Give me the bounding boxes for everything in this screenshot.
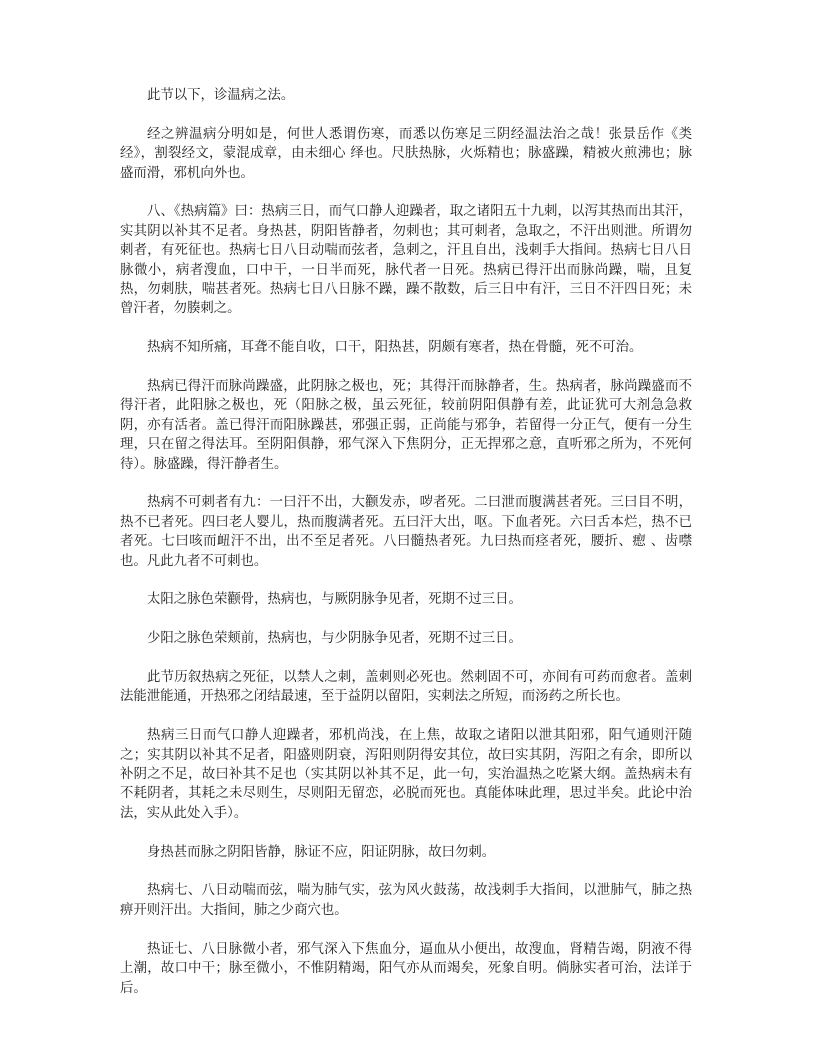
paragraph: 八、《热病篇》曰：热病三日，而气口静人迎躁者，取之诸阳五十九刺，以泻其热而出其汗，实其阴以补其不足者。身热甚，阴阳皆静者，勿刺也；其可刺者，急取之，不汗出则泄。所谓勿刺者，有死征也。热病七日八日动喘而弦者，急刺之，汗且自出，浅刺手大指间。热病七日八日脉微小，病者溲血，口中干，一日半而死，脉代者一日死。热病已得汗出而脉尚躁，喘，且复热，勿刺肤，喘甚者死。热病七日八日脉不躁，躁不散数，后三日中有汗，三日不汗四日死；未曾汗者，勿腠刺之。: [120, 204, 692, 317]
paragraph: 热病七、八日动喘而弦，喘为肺气实，弦为风火鼓荡，故浅刺手大指间，以泄肺气，肺之热痹开则汗出。大指间，肺之少商穴也。: [120, 883, 692, 918]
paragraph: 此节历叙热病之死征，以禁人之刺，盖刺则必死也。然刺固不可，亦间有可药而愈者。盖刺法能泄能通，开热邪之闭结最速，至于益阴以留阳，实刺法之所短，而汤药之所长也。: [120, 670, 692, 705]
paragraph: 经之辨温病分明如是，何世人悉谓伤寒，而悉以伤寒足三阴经温法治之哉！张景岳作《类经》，割裂经文，蒙混成章，由未细心 绎也。尺肤热脉，火烁精也；脉盛躁，精被火煎沸也；脉盛而滑，邪机向外也。: [120, 126, 692, 181]
paragraph: 热病不知所痛，耳聋不能自收，口干，阳热甚，阴颇有寒者，热在骨髓，死不可治。: [147, 340, 643, 356]
paragraph: 热病不可刺者有九：一曰汗不出，大颧发赤，哕者死。二曰泄而腹满甚者死。三曰目不明，热不已者死。四曰老人婴儿，热而腹满者死。五曰汗大出，呕。下血者死。六曰舌本烂，热不已者死。七曰咳而衄汗不出，出不至足者死。八曰髓热者死。九曰热而痉者死，腰折、瘛 、齿噤 也。凡此九者不可刺也。: [120, 495, 692, 569]
paragraph: 身热甚而脉之阴阳皆静，脉证不应，阳证阴脉，故曰勿刺。: [147, 844, 496, 860]
paragraph: 热病已得汗而脉尚躁盛，此阴脉之极也，死；其得汗而脉静者，生。热病者，脉尚躁盛而不得汗者，此阳脉之极也，死（阳脉之极，虽云死征，较前阴阳俱静有差，此证犹可大剂急急救阴，亦有活者。盖已得汗而阳脉躁甚，邪强正弱，正尚能与邪争，若留得一分正气，便有一分生理，只在留之得法耳。至阴阳俱静，邪气深入下焦阴分，正无捍邪之意，直听邪之所为，不死何待）。脉盛躁，得汗静者生。: [120, 379, 692, 472]
paragraph: 热证七、八日脉微小者，邪气深入下焦血分，逼血从小便出，故溲血，肾精告竭，阴液不得上潮，故口中干；脉至微小，不惟阴精竭，阳气亦从而竭矣，死象自明。倘脉实者可治，法详于后。: [120, 941, 692, 996]
paragraph: 太阳之脉色荣颧骨，热病也，与厥阴脉争见者，死期不过三日。: [147, 592, 522, 608]
paragraph: 少阳之脉色荣颊前，热病也，与少阴脉争见者，死期不过三日。: [147, 631, 522, 647]
paragraph: 热病三日而气口静人迎躁者，邪机尚浅，在上焦，故取之诸阳以泄其阳邪，阳气通则汗随之；实其阴以补其不足者，阳盛则阴衰，泻阳则阴得安其位，故曰实其阴，泻阳之有余，即所以补阴之不足，故曰补其不足也（实其阴以补其不足，此一句，实治温热之吃紧大纲。盖热病未有不耗阴者，其耗之未尽则生，尽则阳无留恋，必脱而死也。真能体味此理，思过半矣。此论中治法，实从此处入手）。: [120, 728, 692, 821]
document-page: [120, 86, 692, 1017]
paragraph: 此节以下，诊温病之法。: [147, 88, 295, 103]
